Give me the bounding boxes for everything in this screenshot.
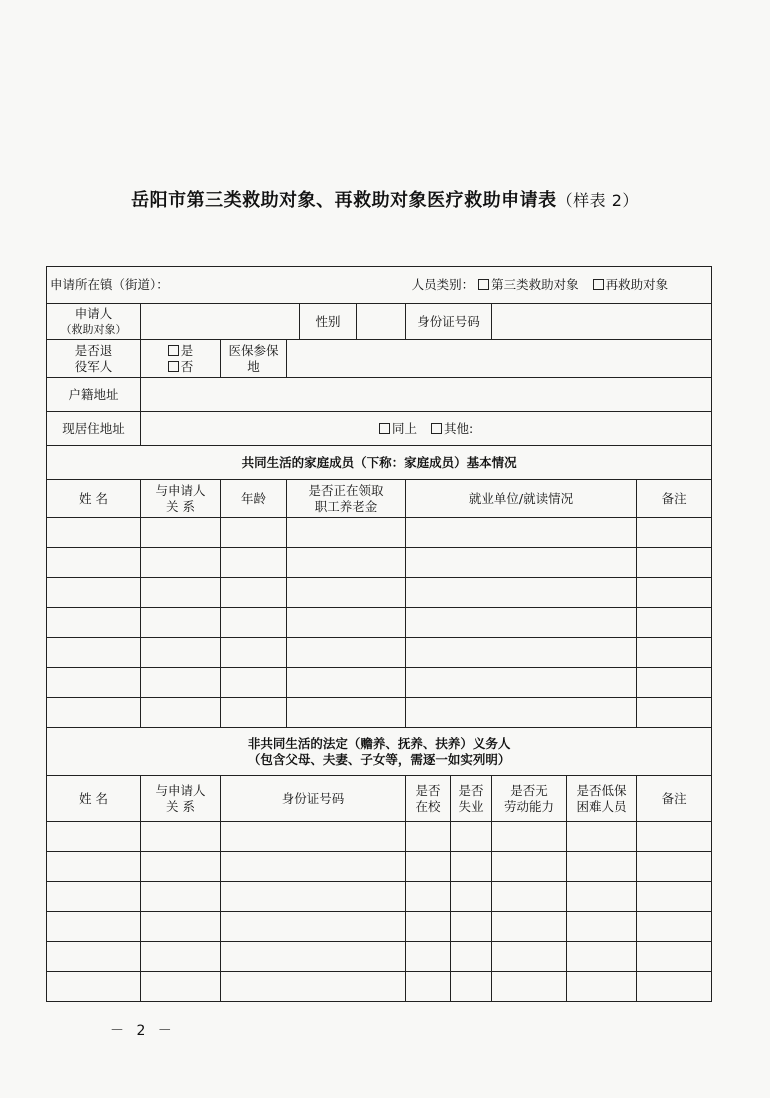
obligor-header-remark: 备注 bbox=[637, 776, 712, 822]
form-table bbox=[46, 266, 712, 1002]
table-row bbox=[47, 698, 712, 728]
obligor-header-lowincome: 是否低保 困难人员 bbox=[567, 776, 637, 822]
family-header-age: 年龄 bbox=[221, 480, 287, 518]
obligor-section-row bbox=[47, 728, 712, 776]
gender-label: 性别 bbox=[300, 304, 357, 340]
checkbox-icon[interactable] bbox=[168, 345, 179, 356]
table-row bbox=[47, 608, 712, 638]
town-label: 申请所在镇（街道）： bbox=[50, 277, 169, 292]
family-section-row bbox=[47, 446, 712, 480]
form-title bbox=[0, 186, 770, 212]
obligor-header-row bbox=[47, 776, 712, 822]
veteran-yes-option[interactable]: 是 bbox=[144, 343, 217, 359]
application-form bbox=[46, 266, 711, 1002]
household-row bbox=[47, 378, 712, 412]
form-title-sub: （样表 2） bbox=[556, 191, 639, 210]
checkbox-icon[interactable] bbox=[478, 279, 489, 290]
family-header-row bbox=[47, 480, 712, 518]
veteran-no-option[interactable]: 否 bbox=[144, 359, 217, 375]
table-row bbox=[47, 942, 712, 972]
residence-same-option[interactable]: 同上 bbox=[379, 421, 417, 437]
table-row bbox=[47, 882, 712, 912]
household-field[interactable] bbox=[141, 378, 712, 412]
table-row bbox=[47, 638, 712, 668]
veteran-options bbox=[141, 340, 221, 378]
family-header-name: 姓 名 bbox=[47, 480, 141, 518]
applicant-label: 申请人 （救助对象） bbox=[47, 304, 141, 340]
family-header-remark: 备注 bbox=[637, 480, 712, 518]
obligor-header-unemployed: 是否 失业 bbox=[451, 776, 492, 822]
family-header-pension: 是否正在领取 职工养老金 bbox=[287, 480, 406, 518]
insurance-field[interactable] bbox=[287, 340, 712, 378]
table-row bbox=[47, 668, 712, 698]
form-title-main: 岳阳市第三类救助对象、再救助对象医疗救助申请表 bbox=[131, 190, 557, 211]
table-row bbox=[47, 548, 712, 578]
residence-row bbox=[47, 412, 712, 446]
obligor-header-name: 姓 名 bbox=[47, 776, 141, 822]
table-row bbox=[47, 518, 712, 548]
obligor-header-school: 是否 在校 bbox=[406, 776, 451, 822]
applicant-row bbox=[47, 304, 712, 340]
obligor-section-title: 非共同生活的法定（赡养、抚养、扶养）义务人 （包含父母、夫妻、子女等，需逐一如实列明） bbox=[47, 728, 712, 776]
table-row bbox=[47, 912, 712, 942]
category-option-rescue[interactable]: 再救助对象 bbox=[593, 277, 669, 293]
residence-other-option[interactable]: 其他: bbox=[431, 421, 473, 436]
category-option-third[interactable]: 第三类救助对象 bbox=[478, 277, 579, 293]
insurance-label: 医保参保地 bbox=[221, 340, 287, 378]
applicant-name-field[interactable] bbox=[141, 304, 300, 340]
table-row bbox=[47, 822, 712, 852]
residence-field[interactable] bbox=[141, 412, 712, 446]
obligor-header-relation: 与申请人 关 系 bbox=[141, 776, 221, 822]
household-label: 户籍地址 bbox=[47, 378, 141, 412]
id-label: 身份证号码 bbox=[406, 304, 492, 340]
table-row bbox=[47, 972, 712, 1002]
category-group bbox=[412, 277, 679, 293]
page-number: － 2 － bbox=[110, 1023, 176, 1039]
town-cell[interactable] bbox=[47, 267, 712, 304]
family-header-employment: 就业单位/就读情况 bbox=[406, 480, 637, 518]
veteran-label: 是否退 役军人 bbox=[47, 340, 141, 378]
family-section-title: 共同生活的家庭成员（下称：家庭成员）基本情况 bbox=[47, 446, 712, 480]
category-label: 人员类别： bbox=[411, 277, 475, 292]
veteran-row bbox=[47, 340, 712, 378]
table-row bbox=[47, 852, 712, 882]
id-field[interactable] bbox=[492, 304, 712, 340]
checkbox-icon[interactable] bbox=[379, 423, 390, 434]
checkbox-icon[interactable] bbox=[431, 423, 442, 434]
family-header-relation: 与申请人 关 系 bbox=[141, 480, 221, 518]
checkbox-icon[interactable] bbox=[168, 361, 179, 372]
checkbox-icon[interactable] bbox=[593, 279, 604, 290]
obligor-header-disabled: 是否无 劳动能力 bbox=[492, 776, 567, 822]
obligor-header-id: 身份证号码 bbox=[221, 776, 406, 822]
gender-field[interactable] bbox=[357, 304, 406, 340]
table-row bbox=[47, 578, 712, 608]
residence-label: 现居住地址 bbox=[47, 412, 141, 446]
town-row bbox=[47, 267, 712, 304]
